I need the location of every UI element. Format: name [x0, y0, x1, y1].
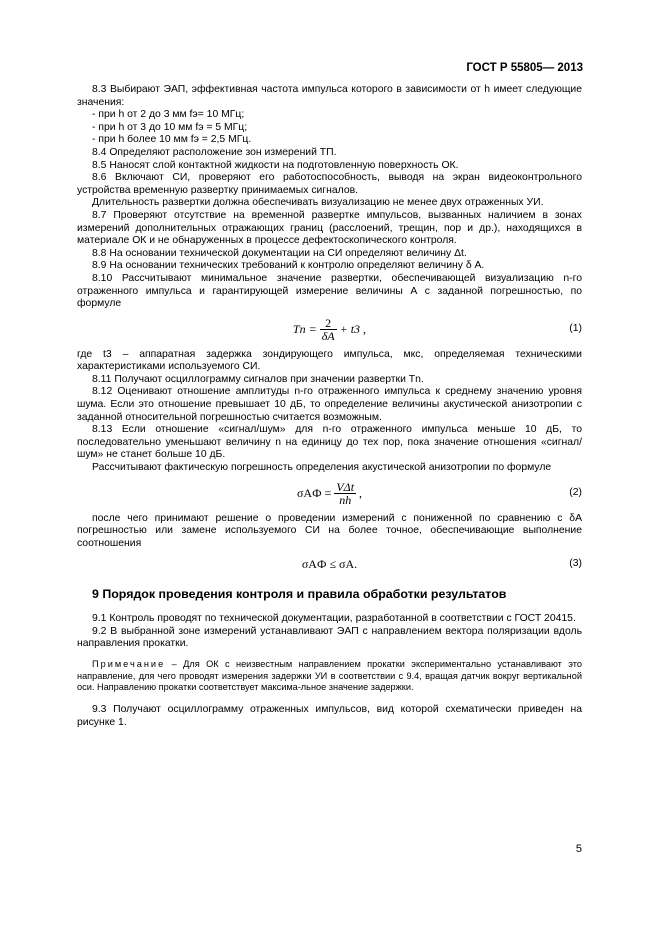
paragraph-8-9: 8.9 На основании технических требований к контролю определяют величину δ А.: [92, 260, 485, 272]
formula-1-fraction: [320, 317, 337, 343]
formula-2-numerator: VΔt: [336, 479, 355, 494]
note: [77, 659, 582, 694]
paragraph-8-7: 8.7 Проверяют отсутствие на временной развертке импульсов, вызванных наличием в зонах измерений дополнительных отражающих границ (расслоений, трещин, пор и др.), находящихся в материале ОК и не обнаруженных в процессе дефектоскопического контроля.: [77, 209, 582, 247]
paragraph-9-3: 9.3 Получают осциллограмму отраженных импульсов, вид которой схематически приведен на рисунке 1.: [77, 704, 582, 728]
paragraph-8-13: 8.13 Если отношение «сигнал/шум» для n-го отраженного импульса меньше 10 дБ, то последовательно уменьшают величину n на единицу до тех пор, пока значение отношения «сигнал/шум» не станет больше 10 дБ.: [77, 424, 582, 461]
list-item: - при h от 2 до 3 мм fэ= 10 МГц;: [92, 109, 245, 121]
formula-2-left: σAФ =: [296, 485, 332, 500]
formula-3: [77, 550, 582, 580]
formula-2-right: ,: [359, 485, 363, 500]
formula-1-denominator: δA: [321, 329, 335, 344]
paragraph-8-6-continued: Длительность развертки должна обеспечивать визуализацию не менее двух отраженных УИ.: [92, 197, 544, 209]
formula-3-number: (3): [569, 558, 582, 570]
formula-1: [77, 311, 582, 349]
note-label: Примечание: [92, 658, 166, 669]
paragraph-after-formula-2: после чего принимают решение о проведении измерений с пониженной по сравнению с δA погрешностью или замене используемого СИ на более точное, обеспечивающие выполнение соотношения: [77, 512, 582, 549]
formula-2: [77, 475, 582, 513]
page-content: [77, 84, 582, 729]
formula-1-numerator: 2: [320, 317, 337, 331]
section-9-title: 9 Порядок проведения контроля и правила обработки результатов: [92, 587, 507, 602]
page-number: 5: [575, 843, 582, 855]
formula-3-expression: σAФ ≤ σA.: [301, 557, 358, 572]
list-item: - при h от 3 до 10 мм fэ = 5 МГц;: [92, 121, 248, 133]
paragraph-8-13-continued: Рассчитывают фактическую погрешность определения акустической анизотропии по формуле: [92, 462, 552, 474]
paragraph-where: где t3 – аппаратная задержка зондирующего импульса, мкс, определяемая техническими характеристиками используемого СИ.: [77, 348, 582, 373]
note-text: – Для ОК с неизвестным направлением прокатки экспериментально устанавливают это направление, для чего проводят измерения задержки УИ в соответствии с 9.4, вращая датчик вокруг вертикальной оси. Направлению прокатки соответствует максима-льное значение задержки.: [77, 658, 582, 693]
paragraph-8-3: 8.3 Выбирают ЭАП, эффективная частота импульса которого в зависимости от h имеет следующие значения:: [77, 84, 582, 108]
list-item: - при h более 10 мм fэ = 2,5 МГц.: [92, 134, 252, 146]
formula-1-number: (1): [569, 322, 582, 334]
paragraph-8-6: 8.6 Включают СИ, проверяют его работоспособность, выводя на экран видеоконтрольного устройства временную развертку принимаемых сигналов.: [77, 172, 582, 196]
paragraph-8-12: 8.12 Оценивают отношение амплитуды n-го отраженного импульса к среднему значению уровня шума. Если это отношение превышает 10 дБ, то определение величины акустической анизотропии с заданной относительной погрешностью считается возможным.: [77, 386, 582, 423]
paragraph-8-10: 8.10 Рассчитывают минимальное значение развертки, обеспечивающей визуализацию n-го отраженного импульса и гарантирующей измерение величины А с заданной погрешностью, по формуле: [77, 272, 582, 310]
formula-1-right: + t3 ,: [339, 321, 367, 336]
paragraph-9-2: 9.2 В выбранной зоне измерений устанавливают ЭАП с направлением вектора поляризации вдоль направления прокатки.: [77, 625, 582, 650]
paragraph-9-1: 9.1 Контроль проводят по технической документации, разработанной в соответствии с ГОСТ 20415.: [92, 613, 576, 624]
paragraph-8-8: 8.8 На основании технической документации на СИ определяют величину Δt.: [92, 247, 467, 259]
document-header: ГОСТ Р 55805— 2013: [466, 62, 583, 74]
paragraph-8-11: 8.11 Получают осциллограмму сигналов при значении развертки Tn.: [92, 373, 424, 385]
formula-2-number: (2): [569, 486, 582, 498]
paragraph-8-4: 8.4 Определяют расположение зон измерений ТП.: [92, 146, 337, 158]
formula-2-denominator: nh: [339, 493, 352, 508]
formula-2-fraction: [334, 481, 356, 507]
paragraph-8-5: 8.5 Наносят слой контактной жидкости на подготовленную поверхность ОК.: [92, 159, 459, 171]
formula-1-left: Tn =: [292, 321, 317, 336]
